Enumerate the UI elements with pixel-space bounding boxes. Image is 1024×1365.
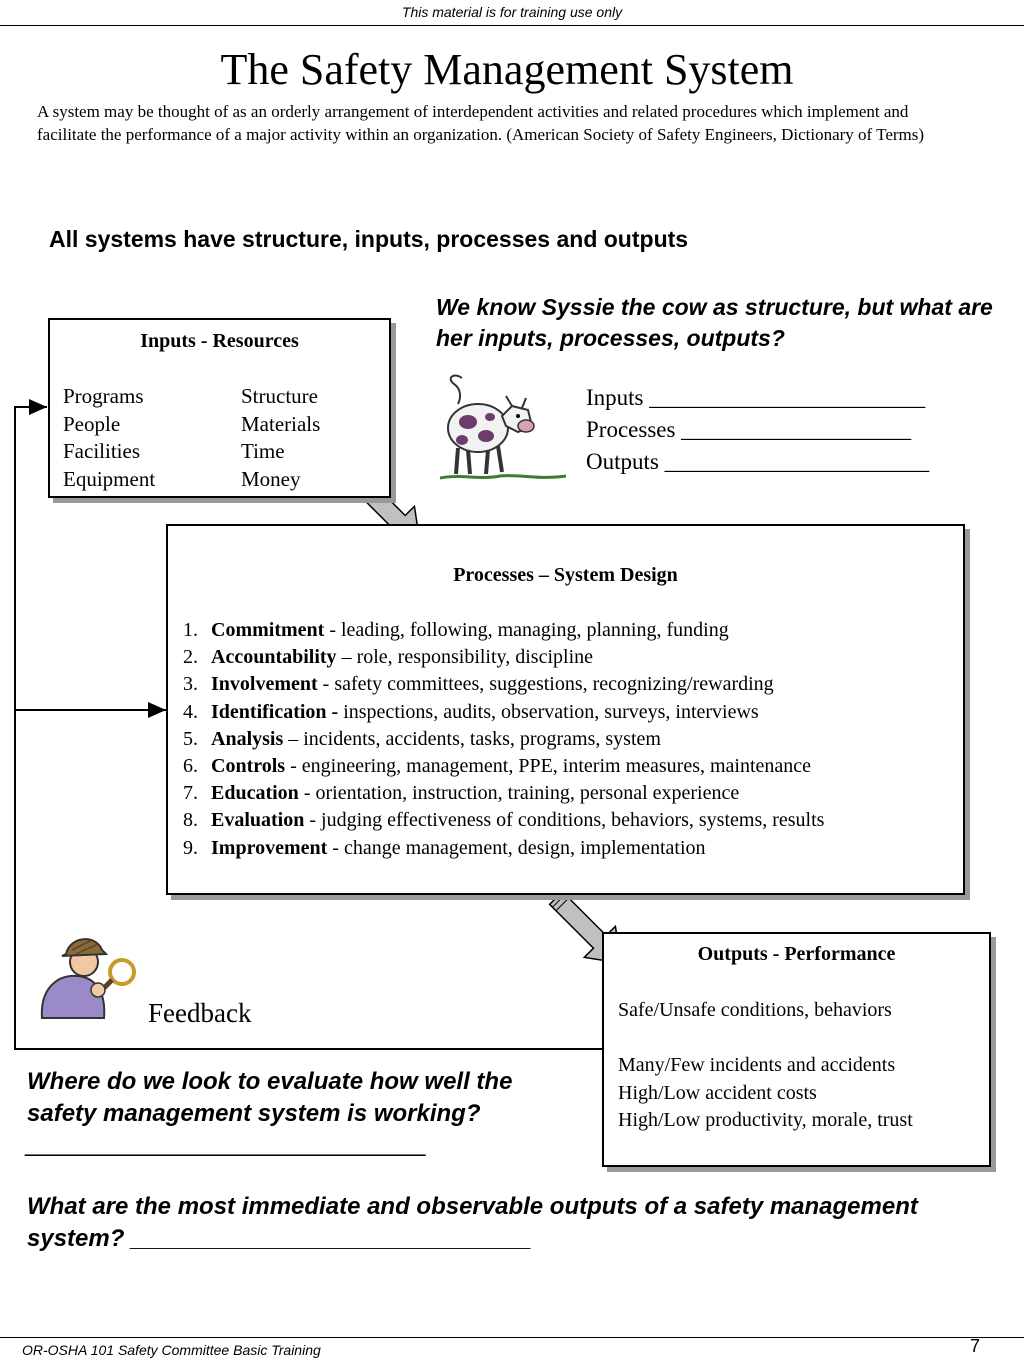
process-description: - leading, following, managing, planning, funding [324, 619, 729, 641]
process-item [183, 644, 824, 671]
page-number: 7 [970, 1336, 981, 1356]
process-item [183, 807, 824, 834]
process-term: Identification - [211, 700, 339, 723]
question-outputs: What are the most immediate and observable outputs of a safety management system? ______________________________ [27, 1193, 918, 1252]
input-item: Time [241, 439, 285, 463]
output-line: Many/Few incidents and accidents [618, 1054, 896, 1076]
process-description: - judging effectiveness of conditions, behaviors, systems, results [304, 809, 825, 832]
processes-list [183, 617, 824, 862]
feedback-label: Feedback [148, 998, 252, 1028]
process-term: Evaluation [211, 809, 305, 832]
question-evaluate: Where do we look to evaluate how well the safety management system is working? [27, 1068, 513, 1127]
input-item: Structure [241, 384, 318, 408]
process-description: - engineering, management, PPE, interim measures, maintenance [285, 755, 812, 778]
process-number: 5. [183, 727, 198, 750]
process-item [183, 780, 824, 807]
process-item [183, 671, 824, 698]
output-line: Safe/Unsafe conditions, behaviors [618, 999, 892, 1021]
cow-illustration-icon [440, 370, 566, 485]
input-item: Programs [63, 384, 144, 408]
process-item [183, 617, 824, 644]
process-number: 1. [183, 619, 198, 641]
processes-box [166, 524, 965, 895]
input-item: People [63, 411, 121, 436]
process-item [183, 835, 824, 862]
process-item [183, 753, 824, 780]
output-line: High/Low accident costs [618, 1081, 817, 1104]
output-line: High/Low productivity, morale, trust [618, 1109, 913, 1131]
output-line [618, 1025, 913, 1053]
inputs-left-column [63, 383, 155, 493]
definition-text: A system may be thought of as an orderly arrangement of interdependent activities and related procedures which implement and facilitate the performance of a major activity within an organization. (American Society of Safety Engineers, Dictionary of Terms) [37, 102, 925, 144]
process-description: – incidents, accidents, tasks, programs, system [283, 727, 661, 750]
input-item: Money [241, 466, 301, 491]
page-title: The Safety Management System [220, 45, 794, 94]
process-term: Improvement [211, 836, 328, 859]
detective-icon [32, 928, 140, 1024]
inputs-box [48, 318, 391, 498]
header-note: This material is for training use only [401, 4, 623, 20]
process-number: 8. [183, 809, 198, 832]
outputs-lines [618, 997, 913, 1135]
process-term: Accountability [211, 646, 337, 669]
input-item: Facilities [63, 439, 140, 463]
process-number: 6. [183, 755, 198, 778]
process-description: – role, responsibility, discipline [336, 646, 594, 669]
process-item [183, 699, 824, 726]
processes-box-title: Processes – System Design [453, 564, 678, 586]
section-subhead: All systems have structure, inputs, processes and outputs [49, 226, 689, 252]
footer-course-title: OR-OSHA 101 Safety Committee Basic Training [22, 1342, 321, 1358]
process-number: 9. [183, 836, 198, 859]
outputs-box [602, 932, 991, 1167]
process-description: - orientation, instruction, training, personal experience [298, 782, 740, 805]
cow-outputs-line: Outputs _______________________ [586, 449, 930, 474]
process-description: inspections, audits, observation, surveys, interviews [338, 700, 759, 723]
process-number: 3. [183, 673, 198, 696]
process-number: 4. [183, 700, 198, 723]
outputs-box-title: Outputs - Performance [697, 943, 896, 965]
inputs-box-title: Inputs - Resources [140, 330, 299, 352]
process-term: Education [211, 782, 299, 805]
cow-fill-lines [586, 382, 929, 478]
footer-rule [0, 1337, 1024, 1338]
cow-question: We know Syssie the cow as structure, but what are her inputs, processes, outputs? [436, 294, 993, 351]
process-term: Controls [211, 755, 286, 778]
process-number: 2. [183, 646, 198, 669]
process-number: 7. [183, 782, 198, 805]
question-evaluate-answer-line: ______________________________ [25, 1130, 426, 1157]
input-item: Materials [241, 411, 321, 436]
cow-inputs-line: Inputs ________________________ [586, 385, 926, 410]
process-term: Analysis [211, 727, 284, 750]
process-item [183, 726, 824, 753]
process-description: - change management, design, implementation [327, 836, 706, 859]
process-term: Involvement [211, 673, 318, 696]
input-item: Equipment [63, 466, 156, 491]
cow-processes-line: Processes ____________________ [586, 417, 912, 442]
inputs-right-column [241, 383, 320, 493]
process-description: - safety committees, suggestions, recognizing/rewarding [317, 673, 774, 696]
process-term: Commitment [211, 619, 325, 641]
